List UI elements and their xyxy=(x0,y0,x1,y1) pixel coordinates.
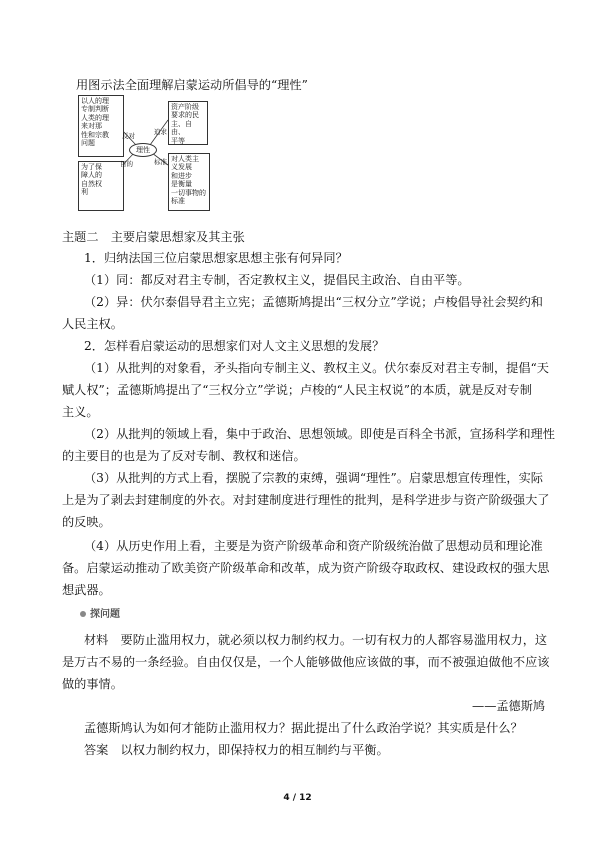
answer-text: 答案 以权力制约权力，即保持权力的相互制约与平衡。 xyxy=(84,743,389,757)
answer-1-diff-cont: 人民主权。 xyxy=(62,317,123,331)
diagram-caption: 用图示法全面理解启蒙运动所倡导的“理性” xyxy=(76,78,308,92)
section-badge: 探问题 xyxy=(80,605,120,623)
box-bottom-left: 为了保 障人的 自然权 利 xyxy=(78,161,124,211)
center-reason: 理性 xyxy=(129,143,157,157)
label-pursue: 追求 xyxy=(154,128,167,136)
box-top-right: 资产阶级 要求的民 主、自由、 平等 xyxy=(168,101,208,145)
material-line-1: 材料 要防止滥用权力，就必须以权力制约权力。一切有权力的人都容易滥用权力，这 xyxy=(84,633,548,647)
material-line-3: 做的事情。 xyxy=(62,677,123,691)
theme-heading: 主题二 主要启蒙思想家及其主张 xyxy=(62,230,245,244)
para-4-line-2: 备。启蒙运动推动了欧美资产阶级革命和改革，成为资产阶级夺取政权、建设政权的强大思 xyxy=(62,561,550,575)
para-2: （2）从批判的领域上看，集中于政治、思想领域。即使是百科全书派，宣扬科学和理性 xyxy=(84,427,555,441)
question-1: 1．归纳法国三位启蒙思想家思想主张有何异同？ xyxy=(84,251,348,265)
question-2: 2．怎样看启蒙运动的思想家们对人文主义思想的发展？ xyxy=(84,339,385,353)
para-2-line-2: 的主要目的也是为了反对专制、教权和迷信。 xyxy=(62,449,306,463)
box-bottom-right: 对人类主 义发展 和进步 是衡量 一切事物的 标准 xyxy=(168,153,210,211)
label-standard: 标准 xyxy=(154,158,167,166)
material-line-2: 是万古不易的一条经验。自由仅仅是，一个人能够做他应该做的事，而不被强迫做他不应该 xyxy=(62,655,550,669)
para-1-line-2: 赋人权”；孟德斯鸠提出了“三权分立”学说；卢梭的“人民主权说”的本质，就是反对专制 xyxy=(62,383,532,397)
para-4: （4）从历史作用上看，主要是为资产阶级革命和资产阶级统治做了思想动员和理论准 xyxy=(84,539,543,553)
answer-1-diff: （2）异：伏尔泰倡导君主立宪；孟德斯鸠提出“三权分立”学说；卢梭倡导社会契约和 xyxy=(84,295,543,309)
para-3-line-3: 的反映。 xyxy=(62,515,111,529)
para-1-line-3: 主义。 xyxy=(62,405,99,419)
page-number: 4 / 12 xyxy=(283,793,312,803)
answer-1-same: （1）同：都反对君主专制，否定教权主义，提倡民主政治、自由平等。 xyxy=(84,273,470,287)
para-3-line-2: 上是为了剥去封建制度的外衣。对封建制度进行理性的批判，是科学进步与资产阶级强大了 xyxy=(62,493,550,507)
box-top-left: 以人的理 专制判断 人类的理 来对那 性和宗教 问题 xyxy=(78,95,124,157)
reason-diagram xyxy=(78,95,208,213)
para-1: （1）从批判的对象看，矛头指向专制主义、教权主义。伏尔泰反对君主专制，提倡“天 xyxy=(84,361,549,375)
bullet-icon xyxy=(80,611,86,617)
question-text: 孟德斯鸠认为如何才能防止滥用权力？据此提出了什么政治学说？其实质是什么？ xyxy=(84,721,523,735)
para-4-line-3: 想武器。 xyxy=(62,583,111,597)
para-3: （3）从批判的方式上看，摆脱了宗教的束缚，强调“理性”。启蒙思想宣传理性，实际 xyxy=(84,471,543,485)
label-purpose: 目的 xyxy=(120,160,133,168)
label-oppose: 反对 xyxy=(122,132,135,140)
attribution: ——孟德斯鸠 xyxy=(472,699,546,713)
